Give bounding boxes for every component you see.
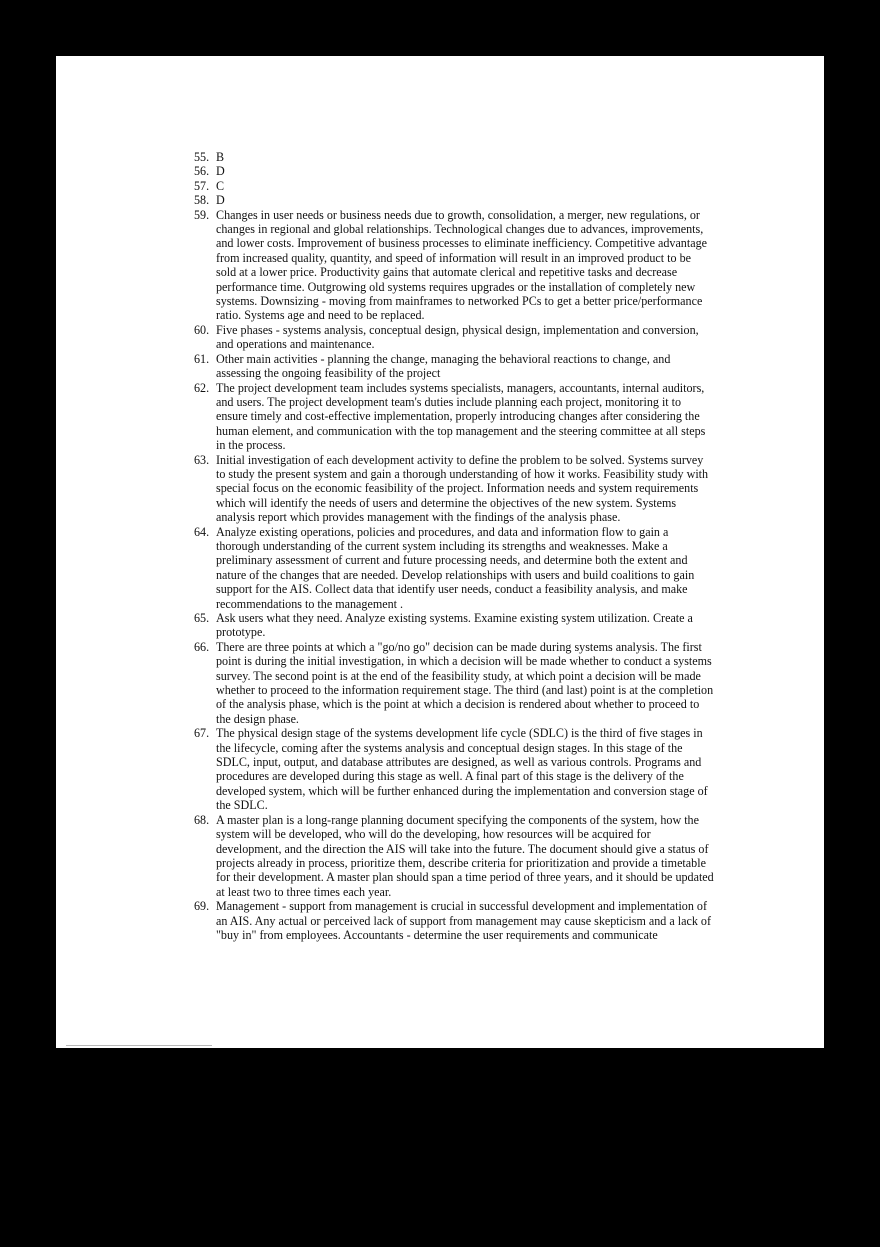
answer-item-60 xyxy=(194,323,714,352)
answer-text: Analyze existing operations, policies and procedures, and data and information flow to gain a thorough understanding of the current system including its strengths and weaknesses. Make a preliminary assessment of current and future processing needs, and determine both the extent and nature of the changes that are needed. Develop relationships with users and build coalitions to gain support for the AIS. Collect data that identify user needs, conduct a feasibility analysis, and make recommendations to the management . xyxy=(216,524,695,611)
answer-item-67 xyxy=(194,726,714,812)
answer-number: 61. xyxy=(194,351,210,366)
answer-text: D xyxy=(216,193,225,208)
footnote-separator xyxy=(66,1045,212,1046)
answer-text: D xyxy=(216,164,225,179)
answer-number: 67. xyxy=(194,726,210,741)
answer-text: The project development team includes systems specialists, managers, accountants, internal auditors, and users. The project development team's duties include planning each project, monitoring it to ensure timely and cost-effective implementation, properly introducing changes after considering the human element, and communication with the top management and the steering committee at all steps in the process. xyxy=(216,380,706,453)
answer-number: 56. xyxy=(194,164,210,179)
answer-number: 59. xyxy=(194,207,210,222)
answer-item-55 xyxy=(194,150,714,164)
answer-text: Changes in user needs or business needs due to growth, consolidation, a merger, new regulations, or changes in regional and global relationships. Technological changes due to advances, improvements, and lower costs. Improvement of business processes to eliminate inefficiency. Competitive advantage from increased quality, quantity, and speed of information will result in an improved product to be sold at a lower price. Productivity gains that automate clerical and repetitive tasks and decrease performance time. Outgrowing old systems requires upgrades or the installation of completely new systems. Downsizing - moving from mainframes to networked PCs to get a better price/performance ratio. Systems age and need to be replaced. xyxy=(216,207,708,323)
answer-number: 66. xyxy=(194,639,210,654)
answer-item-58 xyxy=(194,193,714,207)
answer-item-64 xyxy=(194,525,714,611)
answer-item-61 xyxy=(194,352,714,381)
answer-item-59 xyxy=(194,208,714,323)
answer-number: 63. xyxy=(194,452,210,467)
answer-number: 64. xyxy=(194,524,210,539)
answer-text: A master plan is a long-range planning document specifying the components of the system, how the system will be developed, who will do the developing, how resources will be acquired for development, and the direction the AIS will take into the future. The document should give a status of projects already in process, prioritize them, describe criteria for prioritization and provide a timetable for their development. A master plan should span a time period of three years, and it should be updated at least two to three times each year. xyxy=(216,812,714,899)
answer-text: B xyxy=(216,150,225,164)
answer-text: C xyxy=(216,178,225,193)
answer-text: Other main activities - planning the change, managing the behavioral reactions to change, and assessing the ongoing feasibility of the project xyxy=(216,351,671,381)
answer-text: Five phases - systems analysis, conceptual design, physical design, implementation and conversion, and operations and maintenance. xyxy=(216,322,699,352)
answer-text: Management - support from management is crucial in successful development and implementation of an AIS. Any actual or perceived lack of support from management may cause skepticism and a lack of "buy in" from employees. Accountants - determine the user requirements and communicate xyxy=(216,899,712,942)
answer-item-56 xyxy=(194,164,714,178)
answer-number: 60. xyxy=(194,322,210,337)
answer-number: 69. xyxy=(194,899,210,914)
answer-number: 55. xyxy=(194,150,210,164)
answer-text: The physical design stage of the systems development life cycle (SDLC) is the third of five stages in the lifecycle, coming after the systems analysis and conceptual design stages. In this stage of the SDLC, input, output, and database attributes are designed, as well as various controls. Programs and procedures are developed during this stage as well. A final part of this stage is the delivery of the developed system, which will be further enhanced during the implementation and conversion stage of the SDLC. xyxy=(216,726,708,813)
answer-item-62 xyxy=(194,381,714,453)
answer-item-69 xyxy=(194,899,714,942)
answer-text: Ask users what they need. Analyze existing systems. Examine existing system utilization. Create a prototype. xyxy=(216,611,693,640)
document-page xyxy=(56,56,824,1048)
answer-item-57 xyxy=(194,179,714,193)
answer-item-65 xyxy=(194,611,714,640)
answer-number: 58. xyxy=(194,193,210,208)
answer-item-68 xyxy=(194,813,714,899)
answer-number: 65. xyxy=(194,611,210,625)
answer-item-63 xyxy=(194,453,714,525)
answer-number: 68. xyxy=(194,812,210,827)
answer-list xyxy=(194,150,714,942)
answer-item-66 xyxy=(194,640,714,726)
answer-text: Initial investigation of each development activity to define the problem to be solved. Systems survey to study the present system and gain a thorough understanding of how it works. Feasibility study with special focus on the economic feasibility of the project. Information needs and system requirements which will identify the needs of users and determine the objectives of the new system. Systems analysis report which provides management with the findings of the analysis phase. xyxy=(216,452,709,525)
answer-text: There are three points at which a "go/no go" decision can be made during systems analysis. The first point is during the initial investigation, in which a decision will be made whether to conduct a systems survey. The second point is at the end of the feasibility study, at which point a decision will be made whether to proceed to the information requirement stage. The third (and last) point is at the completion of the analysis phase, which is the point at which a decision is rendered about whether to proceed to the design phase. xyxy=(216,639,714,726)
answer-number: 62. xyxy=(194,380,210,395)
answer-number: 57. xyxy=(194,178,210,193)
